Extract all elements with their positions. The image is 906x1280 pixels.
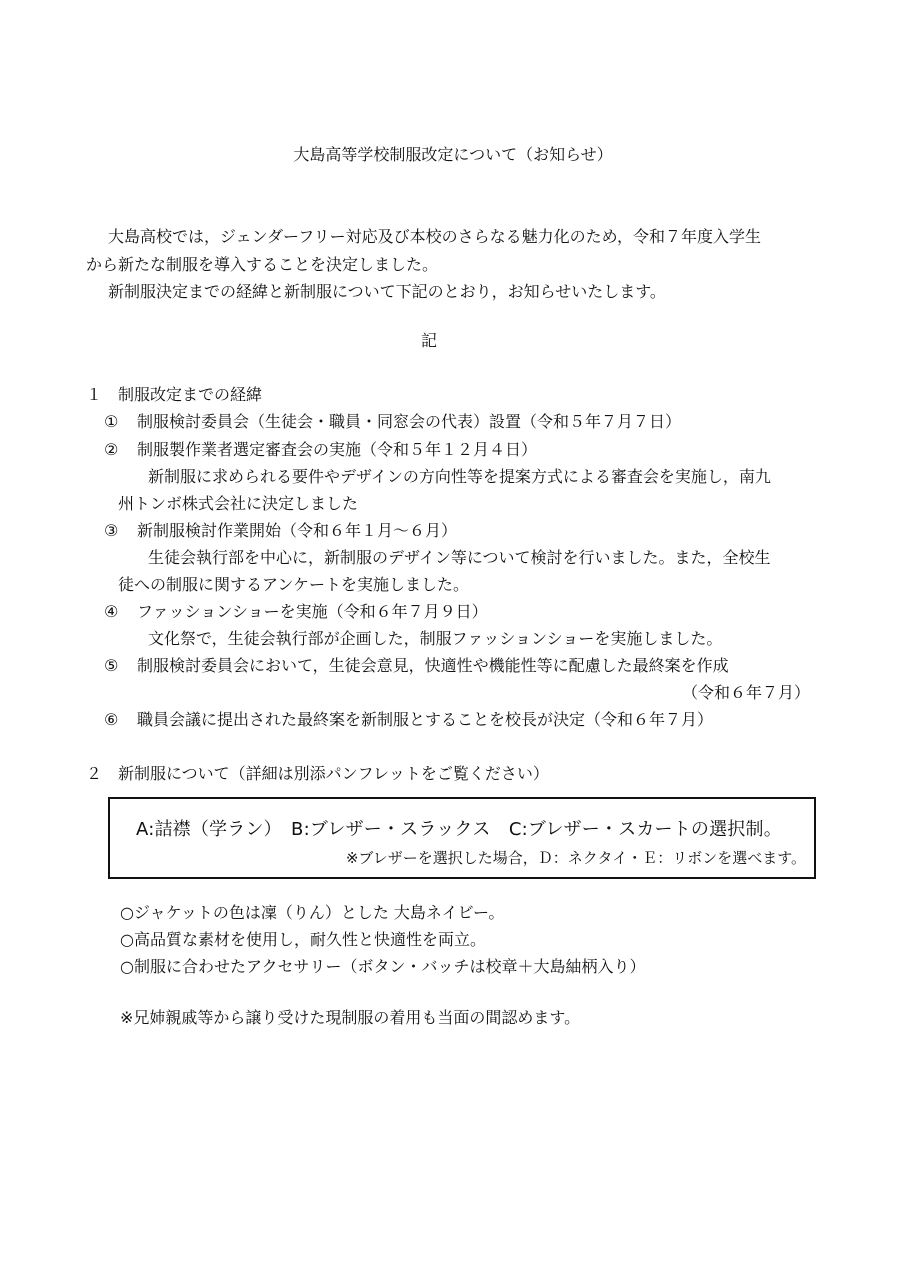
item-2-detail-line-2: 州トンボ株式会社に決定しました — [118, 494, 359, 513]
item-5-date: （令和６年７月） — [681, 683, 810, 702]
ki-heading: 記 — [420, 331, 437, 350]
point-material: ○高品質な素材を使用し，耐久性と快適性を両立。 — [120, 930, 486, 949]
item-4-detail-line-1: 文化祭で，生徒会執行部が企画した，制服ファッションショーを実施しました。 — [148, 629, 723, 648]
item-3-number: ③ — [104, 521, 119, 540]
intro-paragraph-1-line-1: 大島高校では，ジェンダーフリー対応及び本校のさらなる魅力化のため，令和７年度入学生 — [108, 227, 761, 246]
item-5-number: ⑤ — [104, 656, 119, 675]
item-2-detail-line-1: 新制服に求められる要件やデザインの方向性等を提案方式による審査会を実施し，南九 — [148, 467, 771, 486]
item-3-text: 新制服検討作業開始（令和６年１月～６月） — [137, 521, 458, 540]
item-6-text: 職員会議に提出された最終案を新制服とすることを校長が決定（令和６年７月） — [137, 710, 714, 729]
item-4-text: ファッションショーを実施（令和６年７月９日） — [137, 602, 488, 621]
item-4-number: ④ — [104, 602, 119, 621]
item-6-number: ⑥ — [104, 710, 119, 729]
point-accessories: ○制服に合わせたアクセサリー（ボタン・バッチは校章＋大島紬柄入り） — [120, 957, 646, 976]
section-2-heading: ２ 新制服について（詳細は別添パンフレットをご覧ください） — [86, 764, 549, 783]
item-3-detail-line-2: 徒への制服に関するアンケートを実施しました。 — [118, 575, 470, 594]
intro-paragraph-1-line-2: から新たな制服を導入することを決定しました。 — [86, 255, 439, 274]
item-2-number: ② — [104, 440, 119, 459]
item-1-number: ① — [104, 412, 119, 431]
uniform-options-box — [108, 797, 816, 879]
item-3-detail-line-1: 生徒会執行部を中心に，新制服のデザイン等について検討を行いました。また，全校生 — [148, 548, 771, 567]
item-5-text: 制服検討委員会において，生徒会意見，快適性や機能性等に配慮した最終案を作成 — [137, 656, 729, 675]
item-2-text: 制服製作業者選定審査会の実施（令和５年１２月４日） — [137, 440, 538, 459]
document-title: 大島高等学校制服改定について（お知らせ） — [293, 145, 613, 164]
uniform-options-note: ※ブレザーを選択した場合，Ｄ：ネクタイ・Ｅ：リボンを選べます。 — [345, 849, 806, 867]
footnote: ※兄姉親戚等から譲り受けた現制服の着用も当面の間認めます。 — [120, 1008, 581, 1027]
uniform-options-text: A:詰襟（学ラン） B:ブレザー・スラックス C:ブレザー・スカートの選択制。 — [136, 819, 782, 840]
item-1-text: 制服検討委員会（生徒会・職員・同窓会の代表）設置（令和５年７月７日） — [137, 412, 682, 431]
intro-paragraph-2: 新制服決定までの経緯と新制服について下記のとおり，お知らせいたします。 — [108, 282, 666, 301]
point-jacket-color: ○ジャケットの色は凜（りん）とした 大島ネイビー。 — [120, 903, 505, 922]
section-1-heading: １ 制服改定までの経緯 — [86, 385, 263, 404]
